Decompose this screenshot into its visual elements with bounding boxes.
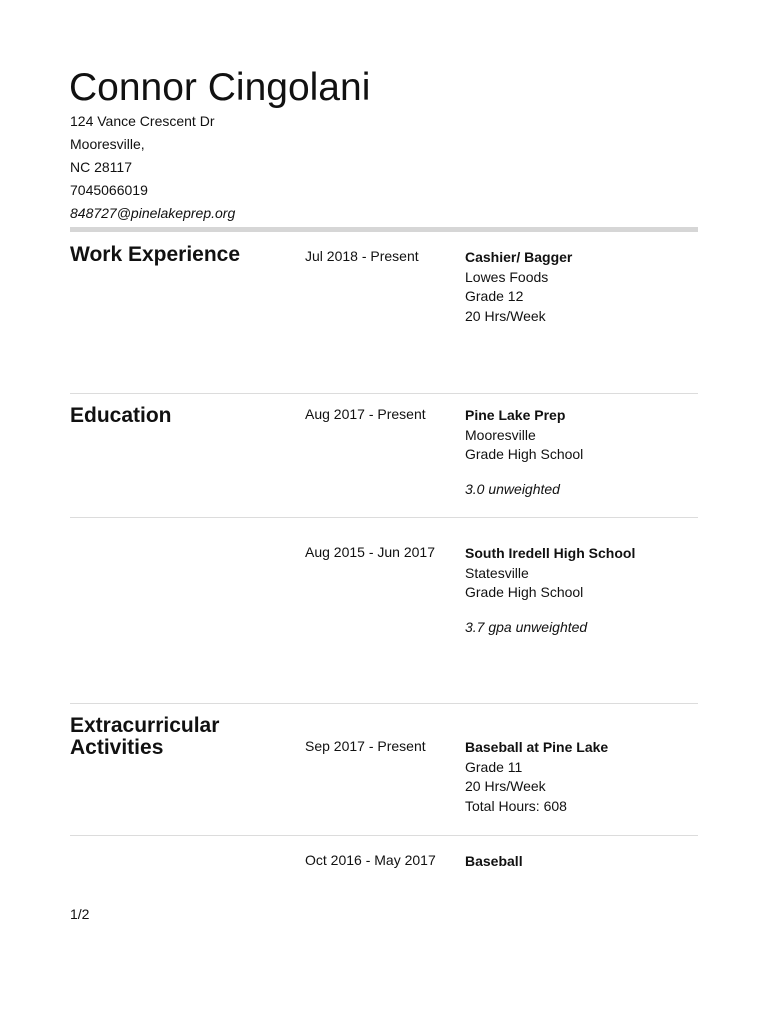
section-divider xyxy=(70,703,698,704)
email-address: 848727@pinelakeprep.org xyxy=(70,205,236,221)
education-entry-date: Aug 2017 - Present xyxy=(305,406,426,422)
work-entry-grade: Grade 12 xyxy=(465,288,524,304)
education-entry-school: South Iredell High School xyxy=(465,545,636,561)
education-entry-location: Mooresville xyxy=(465,426,536,443)
work-entry-position: Cashier/ Bagger xyxy=(465,249,573,265)
work-entry-details xyxy=(465,248,572,326)
education-entry-details xyxy=(465,406,583,499)
extracurricular-heading-line2: Activities xyxy=(70,736,164,759)
activity-entry-date: Oct 2016 - May 2017 xyxy=(305,852,436,868)
activity-entry-grade: Grade 11 xyxy=(465,758,523,775)
activity-entry-details xyxy=(465,852,523,872)
education-entry-gpa: 3.7 gpa unweighted xyxy=(465,618,588,635)
phone-number: 7045066019 xyxy=(70,182,148,198)
extracurricular-heading-line1: Extracurricular xyxy=(70,714,220,737)
activity-entry-hours: 20 Hrs/Week xyxy=(465,778,546,794)
work-entry-date: Jul 2018 - Present xyxy=(305,248,419,264)
education-entry-grade: Grade High School xyxy=(465,446,584,462)
work-entry-employer: Lowes Foods xyxy=(465,268,549,285)
education-heading: Education xyxy=(70,404,172,427)
address-city: Mooresville, xyxy=(70,136,145,152)
page-number: 1/2 xyxy=(70,906,90,922)
activity-entry-date: Sep 2017 - Present xyxy=(305,738,426,754)
entry-divider xyxy=(70,517,698,518)
education-entry-school: Pine Lake Prep xyxy=(465,407,566,423)
work-entry-hours: 20 Hrs/Week xyxy=(465,307,546,324)
activity-entry-total-hours: Total Hours: 608 xyxy=(465,797,567,814)
education-entry-location: Statesville xyxy=(465,564,529,581)
address-line: 124 Vance Crescent Dr xyxy=(70,113,215,129)
work-experience-heading: Work Experience xyxy=(70,243,241,266)
education-entry-grade: Grade High School xyxy=(465,584,584,600)
education-entry-date: Aug 2015 - Jun 2017 xyxy=(305,544,435,560)
extracurricular-heading xyxy=(70,715,219,759)
section-divider xyxy=(70,393,698,394)
activity-entry-name: Baseball at Pine Lake xyxy=(465,739,609,755)
header-divider xyxy=(70,227,698,232)
address-state-zip: NC 28117 xyxy=(70,159,133,175)
education-entry-gpa: 3.0 unweighted xyxy=(465,480,560,497)
entry-divider xyxy=(70,835,698,836)
activity-entry-details xyxy=(465,738,608,816)
education-entry-details xyxy=(465,544,635,637)
activity-entry-name: Baseball xyxy=(465,853,523,869)
resume-name: Connor Cingolani xyxy=(69,66,371,109)
